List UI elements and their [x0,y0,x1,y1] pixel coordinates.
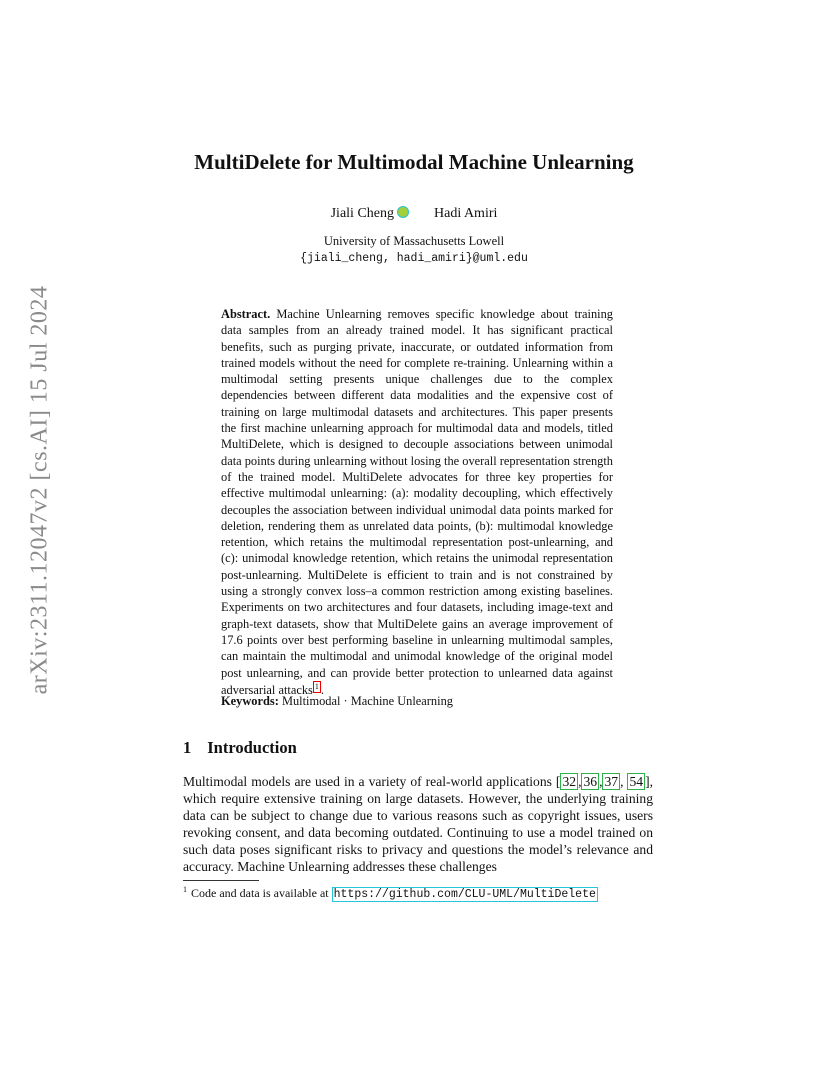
code-repository-link[interactable]: https://github.com/CLU-UML/MultiDelete [333,888,596,901]
arxiv-id-text: arXiv:2311.12047v2 [cs.AI] 15 Jul 2024 [26,285,53,695]
author-name: Jiali Cheng [330,206,394,221]
section-title: Introduction [207,738,297,757]
section-number: 1 [183,738,192,757]
author-name: Hadi Amiri [434,206,498,221]
footnote-reference-link[interactable]: 1 [314,681,319,691]
abstract-text: Machine Unlearning removes specific knowledge about training data samples from an already trained model. It has significant practical benefits, such as purging private, inaccurate, or outdated information from trained models without the need for complete re-training. Unlearning within a multimodal setting presents unique challenges due to the complex dependencies between different data modalities and the expensive cost of training on large multimodal datasets and architectures. This paper presents the first machine unlearning approach for multimodal data and models, titled MultiDelete, which is designed to decouple associations between unimodal data points during unlearning without losing the overall representation strength of the trained model. MultiDelete advocates for three key properties for effective multimodal unlearning: (a): modality decoupling, which effectively decouples the association between individual unimodal data points marked for deletion, rendering them as unrelated data points, (b): multimodal knowledge retention, which retains the multimodal representation post-unlearning, and (c): unimodal knowledge retention, which retains the unimodal representation post-unlearning. MultiDelete is efficient to train and is not constrained by using a strongly convex loss–a common restriction among existing baselines. Experiments on two architectures and four datasets, including image-text and graph-text datasets, show that MultiDelete gains an average improvement of 17.6 points over best performing baseline in unlearning multimodal samples, can maintain the multimodal and unimodal knowledge of the original model post unlearning, and can provide better protection to unlearned data against adversarial attacks [221,307,613,697]
footnote-divider [183,880,259,881]
orcid-icon[interactable] [397,206,409,218]
footnote [183,885,598,901]
author-list [0,206,828,222]
affiliation: University of Massachusetts Lowell [323,234,505,248]
arxiv-identifier-stamp [22,285,58,695]
intro-text: ], which require extensive training on large datasets. However, the underlying training data can be subject to change due to various reasons such as copyright issues, users revoking consent, and data becoming outdated. Continuing to use a model trained on such data poses significant risks to privacy and questions the model’s relevance and accuracy. Machine Unlearning addresses these challenges [183,774,653,874]
citation-separator: , [578,774,582,789]
introduction-paragraph [183,773,653,875]
citation-separator: , [620,774,624,789]
keywords-text: Multimodal · Machine Unlearning [281,694,453,708]
abstract-label: Abstract. [221,307,271,321]
citation-separator: , [599,774,603,789]
citation-link[interactable]: 37 [604,774,619,789]
footnote-mark: 1 [183,885,187,894]
paper-title: MultiDelete for Multimodal Machine Unlearning [194,150,634,174]
citation-link[interactable]: 36 [583,774,598,789]
abstract [221,306,613,698]
citation-link[interactable]: 54 [629,774,644,789]
intro-text: Multimodal models are used in a variety of real-world applications [ [183,774,561,789]
abstract-end: . [320,682,324,697]
citation-link[interactable]: 32 [562,774,577,789]
keywords [221,694,613,709]
section-heading [183,738,297,758]
keywords-label: Keywords: [221,694,279,708]
footnote-text: Code and data is available at [191,886,332,900]
author-email: {jiali_cheng, hadi_amiri}@uml.edu [300,252,528,265]
